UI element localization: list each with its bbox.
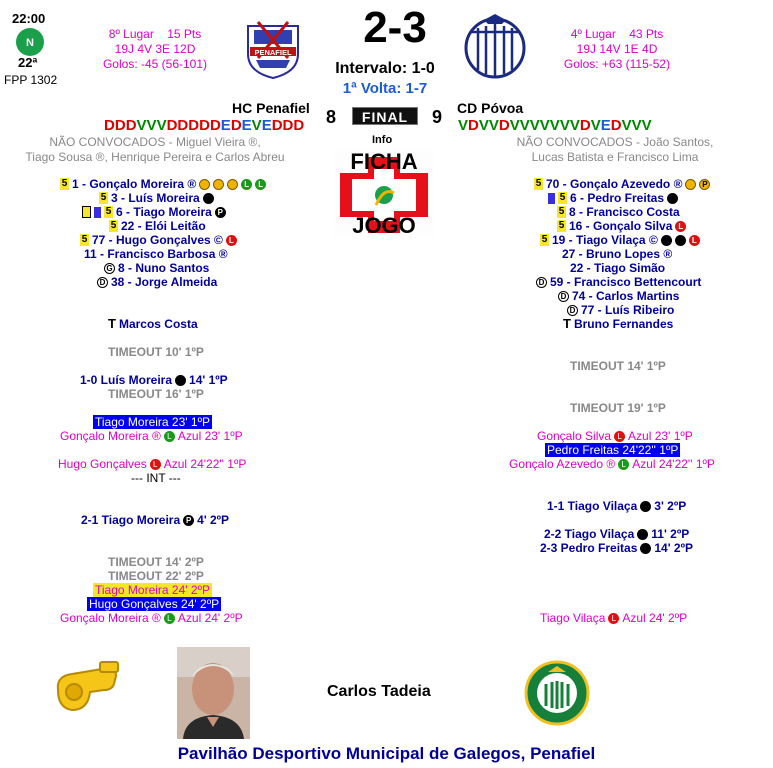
form-result: D [271, 117, 283, 134]
green-card-icon: L [255, 179, 266, 190]
rating-five-badge: 5 [105, 206, 112, 217]
goal-scorer: 1-1 Tiago Vilaça [547, 499, 638, 513]
player-name: 22 - Tiago Simão [570, 261, 666, 275]
ficha-text: FICHA [350, 149, 418, 174]
card-event [58, 457, 246, 471]
highlight-yellow-text: Tiago Moreira 24' 2ºP [95, 583, 210, 597]
red-card-icon: L [614, 431, 625, 442]
form-result: D [177, 117, 189, 134]
card-player: Gonçalo Moreira ® [60, 611, 161, 625]
form-result: D [114, 117, 126, 134]
away-points: 43 Pts [629, 27, 664, 41]
form-result: V [519, 117, 530, 134]
venue-name[interactable]: Pavilhão Desportivo Municipal de Galegos, Penafiel [177, 744, 596, 763]
player-name: 3 - Luís Moreira [111, 191, 200, 205]
player-name: 11 - Francisco Barbosa ® [84, 247, 228, 261]
goal-ball-icon [203, 193, 214, 204]
away-standing [542, 27, 692, 72]
highlight-blue-text: Pedro Freitas 24'22'' 1ºP [547, 443, 679, 457]
away-not-called [470, 135, 760, 165]
player-name: 74 - Carlos Martins [572, 289, 680, 303]
yellow-square-icon [82, 206, 91, 218]
player-name: 1 - Gonçalo Moreira ® [72, 177, 197, 191]
coach-t-icon: T [108, 316, 116, 331]
card-event [540, 611, 687, 625]
goal-ball-icon [675, 235, 686, 246]
form-result: V [539, 117, 550, 134]
substitute-g-icon: D [97, 277, 108, 288]
home-player-row[interactable] [80, 233, 237, 247]
hc-penafiel-crest[interactable] [240, 14, 306, 80]
home-points: 15 Pts [167, 27, 202, 41]
player-name: 16 - Gonçalo Silva [569, 219, 673, 233]
referee-photo[interactable] [177, 647, 250, 739]
home-player-row[interactable] [60, 177, 266, 191]
away-coach-row[interactable] [563, 317, 673, 331]
goal-scorer: 2-2 Tiago Vilaça [544, 527, 635, 541]
rating-five-badge: 5 [559, 192, 566, 203]
card-player: Gonçalo Silva [537, 429, 612, 443]
away-sets-score: 9 [432, 107, 443, 127]
form-result: D [125, 117, 137, 134]
timeout-event: TIMEOUT 14' 2ºP [108, 555, 204, 569]
home-coach-name: Marcos Costa [118, 317, 198, 331]
card-player: Tiago Vilaça [540, 611, 606, 625]
form-result: V [509, 117, 520, 134]
home-not-called-line2: Tiago Sousa ®, Henrique Pereira e Carlos Abreu [25, 150, 285, 164]
player-name: 6 - Pedro Freitas [570, 191, 665, 205]
card-player: Hugo Gonçalves [58, 457, 147, 471]
svg-text:PENAFIEL: PENAFIEL [254, 48, 292, 57]
away-team-name[interactable]: CD Póvoa [457, 100, 524, 116]
substitute-d-icon: D [536, 277, 547, 288]
rating-five-badge: 5 [558, 220, 565, 231]
card-event [60, 611, 243, 625]
away-not-called-line2: Lucas Batista e Francisco Lima [531, 150, 699, 164]
form-result: D [209, 117, 221, 134]
player-name: 19 - Tiago Vilaça © [552, 233, 658, 247]
goal-time: 11' 2ºP [651, 527, 690, 541]
timeout-event: TIMEOUT 16' 1ºP [108, 387, 204, 401]
form-result: E [261, 117, 272, 134]
away-player-row[interactable] [540, 233, 700, 247]
away-not-called-line1: NÃO CONVOCADOS - João Santos, [516, 135, 714, 149]
card-time: Azul 24'22'' 1ºP [163, 457, 247, 471]
highlight-blue-text: Tiago Moreira 23' 1ºP [95, 415, 210, 429]
rating-five-badge: 5 [81, 234, 88, 245]
card-time: Azul 24' 2ºP [622, 611, 688, 625]
gold-ball-icon [213, 179, 224, 190]
referee-name[interactable]: Carlos Tadeia [327, 683, 431, 700]
form-result: D [610, 117, 622, 134]
player-name: 38 - Jorge Almeida [111, 275, 218, 289]
green-card-icon: L [164, 613, 175, 624]
player-name: 77 - Luís Ribeiro [581, 303, 675, 317]
card-event [60, 429, 243, 443]
blue-card-icon [94, 207, 101, 218]
home-form-sequence [104, 117, 304, 134]
player-name: 59 - Francisco Bettencourt [550, 275, 702, 289]
away-player-row[interactable] [548, 191, 678, 205]
home-player-row[interactable] [99, 191, 214, 205]
goal-time: 14' 1ºP [189, 373, 228, 387]
form-result: V [549, 117, 560, 134]
goal-event [540, 541, 693, 555]
form-result: D [579, 117, 591, 134]
card-player: Gonçalo Moreira ® [60, 429, 161, 443]
home-team-name[interactable]: HC Penafiel [232, 100, 310, 116]
form-result: E [600, 117, 611, 134]
player-name: 70 - Gonçalo Azevedo ® [546, 177, 683, 191]
svg-text:N: N [26, 37, 34, 49]
form-result: V [621, 117, 632, 134]
away-player-row[interactable] [557, 205, 680, 219]
blue-card-icon [548, 193, 555, 204]
away-player-row[interactable] [567, 303, 674, 317]
form-result: V [136, 117, 147, 134]
away-goals: Golos: +63 (115-52) [563, 57, 671, 71]
gold-penalty-icon: P [699, 179, 710, 190]
card-event [509, 457, 715, 471]
card-player: Gonçalo Azevedo ® [509, 457, 616, 471]
away-player-row[interactable] [534, 177, 710, 191]
away-player-row[interactable] [558, 289, 679, 303]
form-result: V [559, 117, 570, 134]
red-card-icon: L [675, 221, 686, 232]
form-result: V [458, 117, 469, 134]
away-position: 4º Lugar [570, 27, 616, 41]
goal-ball-icon [175, 375, 186, 386]
match-status-badge: FINAL [352, 107, 418, 125]
player-name: 27 - Bruno Lopes ® [562, 247, 673, 261]
timeout-event: TIMEOUT 10' 1ºP [108, 345, 204, 359]
goal-ball-icon [637, 529, 648, 540]
form-result: V [488, 117, 499, 134]
home-sets-score: 8 [326, 107, 337, 127]
goal-scorer: 1-0 Luís Moreira [80, 373, 173, 387]
player-name: 8 - Nuno Santos [118, 261, 210, 275]
goal-event [547, 499, 686, 513]
jogo-text: JOGO [352, 213, 416, 238]
form-result: D [282, 117, 294, 134]
form-result: D [199, 117, 210, 134]
red-card-icon: L [689, 235, 700, 246]
first-leg-score: 1ª Volta: 1-7 [342, 80, 428, 97]
home-position: 8º Lugar [108, 27, 154, 41]
gold-ball-icon [685, 179, 696, 190]
substitute-d-icon: G [104, 263, 115, 274]
substitute-d-icon: D [567, 305, 578, 316]
goal-event [80, 373, 228, 387]
gold-ball-icon [227, 179, 238, 190]
away-player-row[interactable] [557, 219, 686, 233]
form-result: D [498, 117, 510, 134]
goal-event [544, 527, 689, 541]
player-name: 77 - Hugo Gonçalves © [92, 233, 223, 247]
form-result: V [590, 117, 601, 134]
card-time: Azul 23' 1ºP [628, 429, 693, 443]
form-result: V [529, 117, 540, 134]
form-result: V [641, 117, 652, 134]
home-coach-row[interactable] [108, 317, 198, 331]
green-card-icon: L [164, 431, 175, 442]
card-time: Azul 23' 1ºP [177, 429, 243, 443]
card-time: Azul 24' 2ºP [177, 611, 243, 625]
home-not-called [10, 135, 300, 165]
gold-ball-icon [199, 179, 210, 190]
goal-time: 14' 2ºP [654, 541, 693, 555]
form-result: V [251, 117, 262, 134]
form-result: V [478, 117, 489, 134]
home-player-row[interactable] [82, 205, 226, 219]
goal-ball-icon [667, 193, 678, 204]
penalty-goal-icon: P [183, 515, 194, 526]
away-coach-name: Bruno Fernandes [573, 317, 674, 331]
red-card-icon: L [608, 613, 619, 624]
home-goals: Golos: -45 (56-101) [102, 57, 208, 71]
home-venue-crest [524, 660, 590, 726]
goal-ball-icon [661, 235, 672, 246]
highlight-blue-text: Hugo Gonçalves 24' 2ºP [89, 597, 220, 611]
ficha-jogo-link[interactable] [332, 147, 436, 239]
green-card-icon: L [618, 459, 629, 470]
whistle-icon [50, 650, 126, 726]
coach-t-icon: T [563, 316, 571, 331]
penalty-highlight [93, 583, 212, 597]
timeout-event: TIMEOUT 19' 1ºP [570, 401, 666, 415]
penalty-goal-icon: P [215, 207, 226, 218]
goal-event [81, 513, 229, 527]
rating-five-badge: 5 [110, 220, 117, 231]
form-result: D [188, 117, 200, 134]
timeout-event: TIMEOUT 14' 1ºP [570, 359, 666, 373]
goal-ball-icon [640, 501, 651, 512]
halftime-score: Intervalo: 1-0 [335, 60, 435, 77]
rating-five-badge: 5 [535, 178, 542, 189]
timeout-event: TIMEOUT 22' 2ºP [108, 569, 204, 583]
home-player-row[interactable] [97, 275, 217, 289]
home-record: 19J 4V 3E 12D [114, 42, 196, 56]
form-result: D [293, 117, 305, 134]
green-card-icon: L [241, 179, 252, 190]
card-time: Azul 24'22'' 1ºP [632, 457, 715, 471]
match-time: 22:00 [12, 11, 46, 26]
rating-five-badge: 5 [61, 178, 68, 189]
fpp-game-number: FPP 1302 [4, 73, 58, 87]
form-result: D [230, 117, 242, 134]
form-result: E [241, 117, 252, 134]
form-result: D [166, 117, 178, 134]
home-standing [80, 27, 230, 72]
goal-time: 3' 2ºP [654, 499, 687, 513]
red-card-icon: L [226, 235, 237, 246]
form-result: V [569, 117, 580, 134]
rating-five-badge: 5 [100, 192, 107, 203]
goal-scorer: 2-3 Pedro Freitas [540, 541, 638, 555]
penalty-highlight [93, 415, 212, 429]
home-player-row[interactable] [104, 261, 209, 275]
goal-scorer: 2-1 Tiago Moreira [81, 513, 181, 527]
player-name: 22 - Elói Leitão [121, 219, 206, 233]
rating-five-badge: 5 [558, 206, 565, 217]
away-player-row[interactable] [562, 247, 672, 261]
goal-time: 4' 2ºP [197, 513, 230, 527]
away-form-sequence [458, 117, 652, 134]
away-player-row[interactable] [570, 261, 665, 275]
form-result: E [220, 117, 231, 134]
rating-five-badge: 5 [541, 234, 548, 245]
player-name: 8 - Francisco Costa [569, 205, 680, 219]
round-number: 22ª [18, 55, 38, 70]
substitute-d-icon: D [558, 291, 569, 302]
form-result: D [104, 117, 115, 134]
home-player-row[interactable] [109, 219, 206, 233]
goal-ball-icon [640, 543, 651, 554]
card-event [537, 429, 693, 443]
league-logo [15, 27, 45, 57]
penalty-highlight [87, 597, 221, 611]
away-record: 19J 14V 1E 4D [576, 42, 658, 56]
info-label: Info [372, 134, 393, 146]
form-result: D [468, 117, 479, 134]
interval-marker: --- INT --- [131, 471, 181, 485]
away-player-row[interactable] [536, 275, 701, 289]
home-not-called-line1: NÃO CONVOCADOS - Miguel Vieira ®, [49, 135, 261, 149]
form-result: V [146, 117, 157, 134]
player-name: 6 - Tiago Moreira [116, 205, 212, 219]
home-player-row[interactable] [84, 247, 228, 261]
penalty-highlight [545, 443, 680, 457]
form-result: V [156, 117, 167, 134]
final-score: 2-3 [363, 3, 427, 52]
red-card-icon: L [150, 459, 161, 470]
form-result: V [631, 117, 642, 134]
cd-povoa-crest[interactable] [462, 14, 528, 80]
